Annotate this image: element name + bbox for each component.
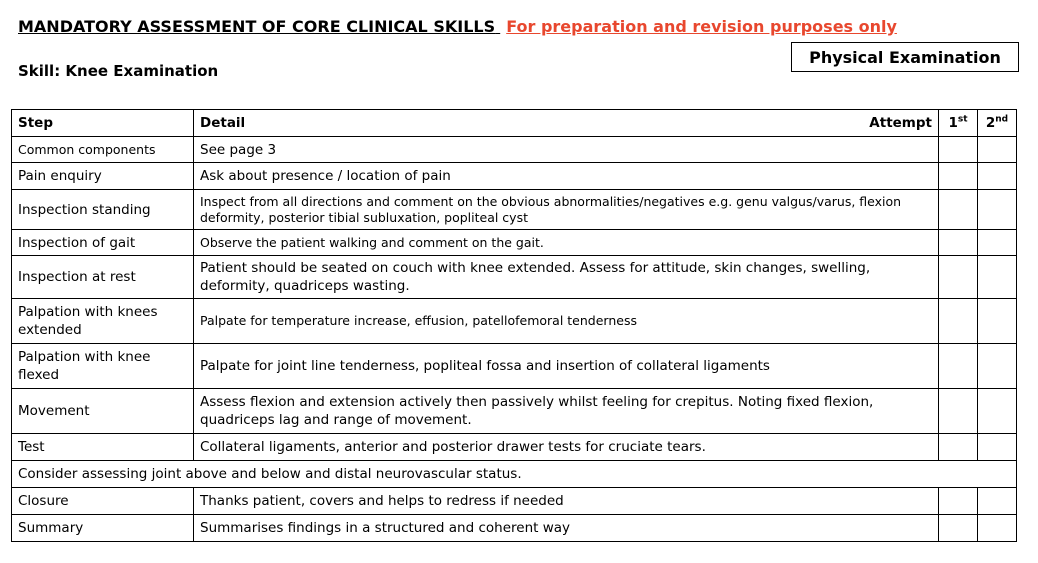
detail-header <box>194 110 939 137</box>
detail-header-label: Detail <box>200 115 246 131</box>
second-attempt-cell[interactable] <box>978 434 1017 461</box>
title-line <box>18 17 897 36</box>
table-row <box>12 488 1017 515</box>
detail-cell: Assess flexion and extension actively then passively whilst feeling for crepitus. Noting fixed flexion, quadriceps lag and range of movement. <box>194 389 939 434</box>
step-cell: Closure <box>12 488 194 515</box>
category-label: Physical Examination <box>809 47 1001 67</box>
step-cell: Common components <box>12 137 194 163</box>
step-cell: Inspection standing <box>12 190 194 230</box>
assessment-table <box>11 109 1017 542</box>
first-attempt-cell[interactable] <box>939 389 978 434</box>
first-attempt-cell[interactable] <box>939 163 978 190</box>
second-attempt-cell[interactable] <box>978 515 1017 542</box>
detail-cell: Patient should be seated on couch with knee extended. Assess for attitude, skin changes, swelling, deformity, quadriceps wasting. <box>194 256 939 299</box>
step-cell: Pain enquiry <box>12 163 194 190</box>
second-attempt-cell[interactable] <box>978 137 1017 163</box>
first-attempt-cell[interactable] <box>939 434 978 461</box>
detail-cell: See page 3 <box>194 137 939 163</box>
table-row <box>12 163 1017 190</box>
skill-label: Skill: Knee Examination <box>18 62 219 80</box>
attempt-header-label: Attempt <box>869 115 932 131</box>
first-attempt-cell[interactable] <box>939 190 978 230</box>
table-row <box>12 137 1017 163</box>
table-row <box>12 344 1017 389</box>
detail-cell: Observe the patient walking and comment on the gait. <box>194 230 939 256</box>
step-cell: Palpation with knees extended <box>12 299 194 344</box>
first-attempt-cell[interactable] <box>939 137 978 163</box>
second-attempt-cell[interactable] <box>978 256 1017 299</box>
second-attempt-cell[interactable] <box>978 299 1017 344</box>
revision-note: For preparation and revision purposes only <box>506 17 897 36</box>
step-cell: Inspection of gait <box>12 230 194 256</box>
table-row <box>12 515 1017 542</box>
detail-cell: Summarises findings in a structured and coherent way <box>194 515 939 542</box>
detail-cell: Palpate for joint line tenderness, popliteal fossa and insertion of collateral ligaments <box>194 344 939 389</box>
table-header-row <box>12 110 1017 137</box>
second-attempt-cell[interactable] <box>978 488 1017 515</box>
table-row <box>12 230 1017 256</box>
first-attempt-cell[interactable] <box>939 515 978 542</box>
title-spacer <box>495 17 501 36</box>
first-attempt-cell[interactable] <box>939 230 978 256</box>
step-cell: Test <box>12 434 194 461</box>
step-cell: Palpation with knee flexed <box>12 344 194 389</box>
detail-cell: Ask about presence / location of pain <box>194 163 939 190</box>
step-cell: Movement <box>12 389 194 434</box>
second-attempt-cell[interactable] <box>978 190 1017 230</box>
step-cell: Inspection at rest <box>12 256 194 299</box>
table-row <box>12 389 1017 434</box>
second-attempt-cell[interactable] <box>978 344 1017 389</box>
first-attempt-header: 1st <box>939 110 978 137</box>
table-row <box>12 434 1017 461</box>
detail-cell: Collateral ligaments, anterior and posterior drawer tests for cruciate tears. <box>194 434 939 461</box>
document-title: MANDATORY ASSESSMENT OF CORE CLINICAL SKILLS <box>18 17 496 36</box>
table-row <box>12 299 1017 344</box>
detail-cell: Palpate for temperature increase, effusion, patellofemoral tenderness <box>194 299 939 344</box>
table-row-spanning <box>12 461 1017 488</box>
detail-cell: Thanks patient, covers and helps to redress if needed <box>194 488 939 515</box>
table-row <box>12 190 1017 230</box>
first-attempt-cell[interactable] <box>939 299 978 344</box>
second-attempt-cell[interactable] <box>978 389 1017 434</box>
step-header: Step <box>12 110 194 137</box>
second-attempt-header: 2nd <box>978 110 1017 137</box>
table-row <box>12 256 1017 299</box>
step-cell: Summary <box>12 515 194 542</box>
category-box <box>791 42 1019 72</box>
first-attempt-cell[interactable] <box>939 488 978 515</box>
second-attempt-cell[interactable] <box>978 230 1017 256</box>
neurovascular-note-cell: Consider assessing joint above and below and distal neurovascular status. <box>12 461 1017 488</box>
first-attempt-cell[interactable] <box>939 344 978 389</box>
second-attempt-cell[interactable] <box>978 163 1017 190</box>
detail-cell: Inspect from all directions and comment on the obvious abnormalities/negatives e.g. genu valgus/varus, flexion deformity, posterior tibial subluxation, popliteal cyst <box>194 190 939 230</box>
first-attempt-cell[interactable] <box>939 256 978 299</box>
